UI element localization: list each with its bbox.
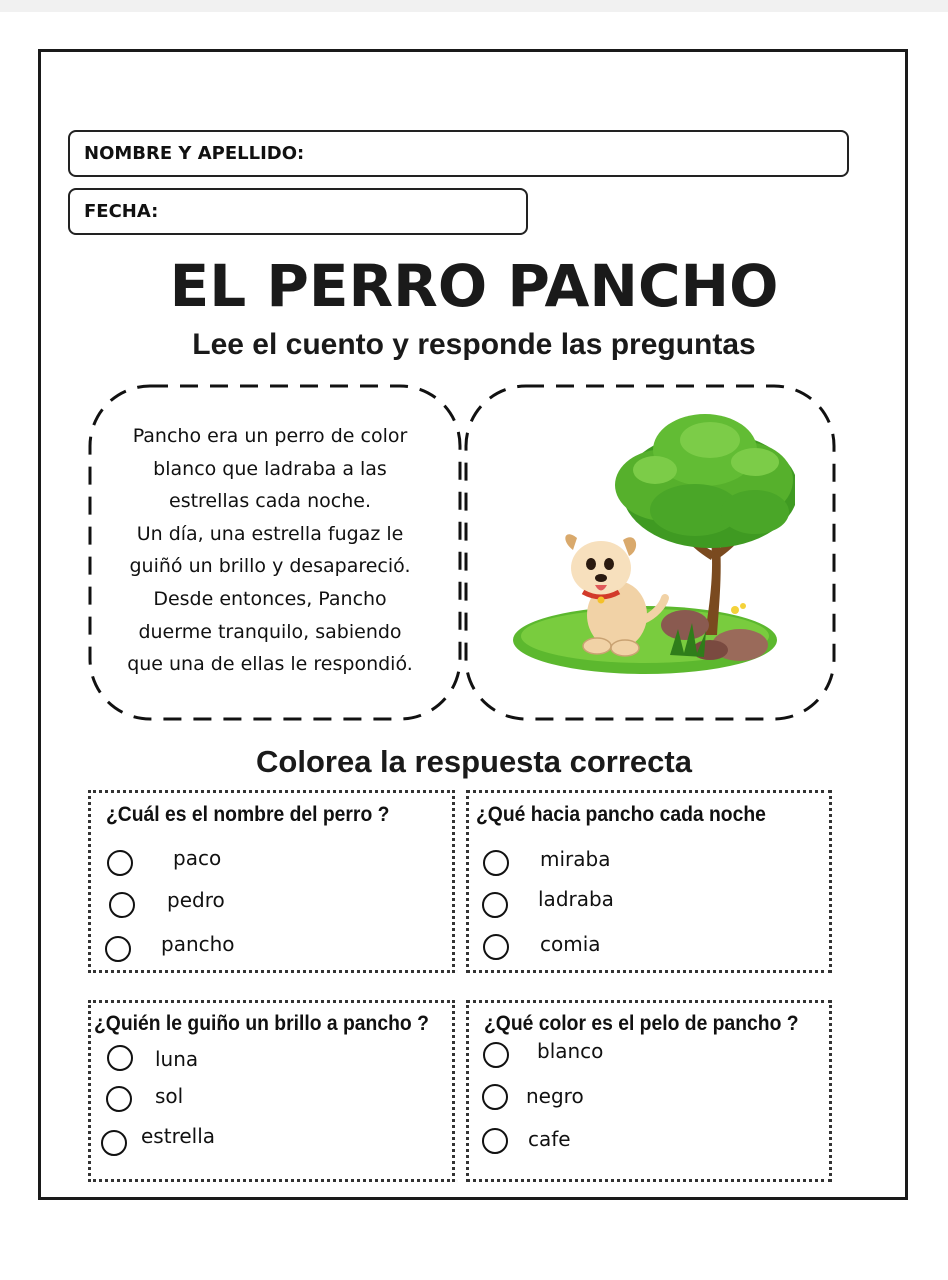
answer-option: comia bbox=[540, 932, 601, 956]
answer-option: cafe bbox=[528, 1127, 571, 1151]
answer-circle[interactable] bbox=[107, 850, 133, 876]
question-text: ¿Qué color es el pelo de pancho ? bbox=[484, 1012, 799, 1035]
question-text: ¿Quién le guiño un brillo a pancho ? bbox=[94, 1012, 429, 1035]
answer-circle[interactable] bbox=[482, 892, 508, 918]
top-bar bbox=[0, 0, 948, 12]
section-title: Colorea la respuesta correcta bbox=[256, 744, 692, 779]
answer-circle[interactable] bbox=[101, 1130, 127, 1156]
question-text: ¿Qué hacia pancho cada noche bbox=[476, 803, 766, 826]
story-line: guiñó un brillo y desapareció. bbox=[129, 555, 411, 578]
answer-circle[interactable] bbox=[107, 1045, 133, 1071]
answer-circle[interactable] bbox=[482, 1084, 508, 1110]
answer-option: pancho bbox=[161, 932, 235, 956]
name-label: NOMBRE Y APELLIDO: bbox=[84, 143, 305, 164]
page-subtitle: Lee el cuento y responde las preguntas bbox=[192, 328, 756, 361]
answer-circle[interactable] bbox=[106, 1086, 132, 1112]
story-line: estrellas cada noche. bbox=[169, 490, 371, 513]
story-line: que una de ellas le respondió. bbox=[127, 653, 413, 676]
answer-option: sol bbox=[155, 1084, 184, 1108]
answer-option: ladraba bbox=[538, 887, 614, 911]
answer-circle[interactable] bbox=[483, 934, 509, 960]
name-field[interactable] bbox=[68, 130, 849, 177]
date-field[interactable] bbox=[68, 188, 528, 235]
date-label: FECHA: bbox=[84, 201, 159, 222]
answer-circle[interactable] bbox=[483, 1042, 509, 1068]
answer-option: blanco bbox=[537, 1039, 604, 1063]
answer-option: pedro bbox=[167, 888, 225, 912]
story-line: Pancho era un perro de color bbox=[132, 425, 408, 447]
answer-option: negro bbox=[526, 1084, 584, 1108]
answer-option: luna bbox=[155, 1047, 199, 1071]
answer-circle[interactable] bbox=[105, 936, 131, 962]
story-line: duerme tranquilo, sabiendo bbox=[138, 620, 402, 643]
page-title: EL PERRO PANCHO bbox=[169, 252, 779, 320]
answer-circle[interactable] bbox=[109, 892, 135, 918]
story-text bbox=[100, 420, 440, 681]
answer-option: paco bbox=[173, 846, 222, 870]
story-line: blanco que ladraba a las bbox=[153, 457, 387, 480]
dog-under-tree-illustration bbox=[505, 400, 795, 685]
question-text: ¿Cuál es el nombre del perro ? bbox=[106, 803, 390, 826]
answer-circle[interactable] bbox=[483, 850, 509, 876]
story-line: Un día, una estrella fugaz le bbox=[136, 522, 404, 545]
answer-circle[interactable] bbox=[482, 1128, 508, 1154]
story-line: Desde entonces, Pancho bbox=[153, 587, 387, 610]
answer-option: miraba bbox=[540, 847, 611, 871]
answer-option: estrella bbox=[141, 1124, 216, 1148]
